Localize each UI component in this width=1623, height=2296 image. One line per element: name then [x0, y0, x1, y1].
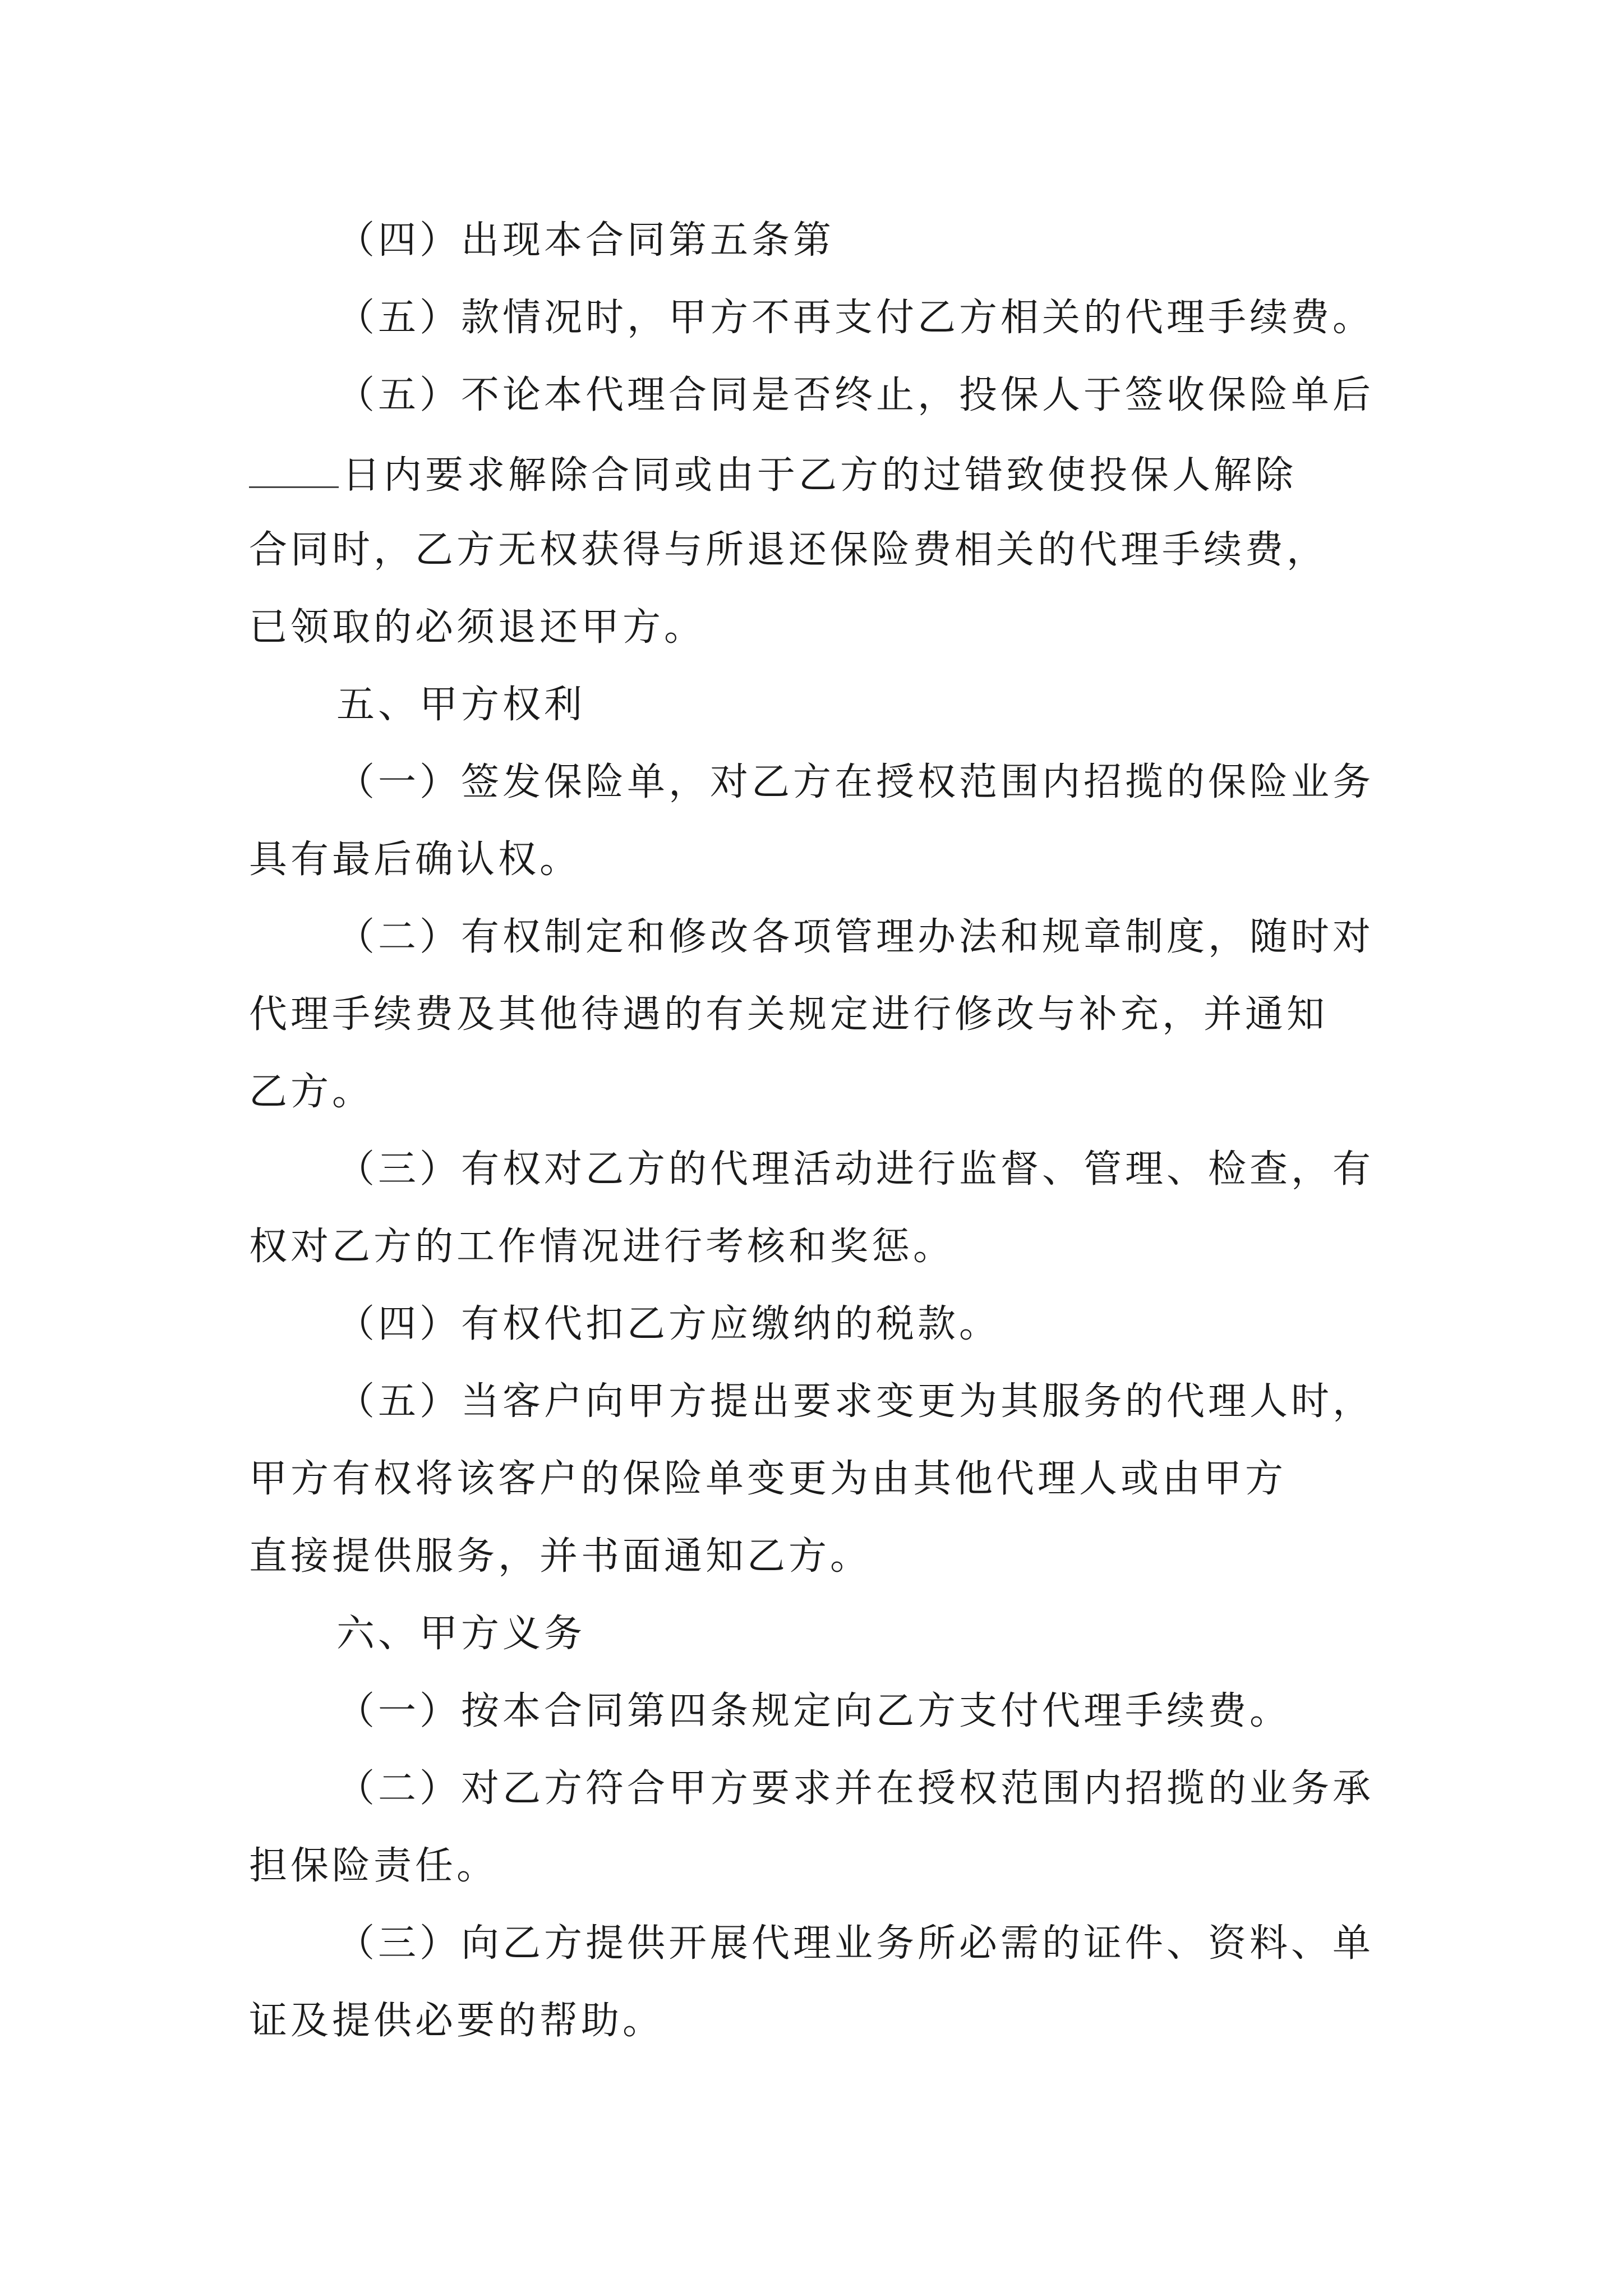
paragraph-line: 担保险责任。 [249, 1844, 499, 1888]
paragraph-line: （二）有权制定和修改各项管理办法和规章制度，随时对 [336, 915, 1375, 959]
paragraph-line: 已领取的必须退还甲方。 [249, 605, 706, 650]
paragraph-line: 合同时，乙方无权获得与所退还保险费相关的代理手续费， [249, 528, 1329, 572]
paragraph-line: 甲方有权将该客户的保险单变更为由其他代理人或由甲方 [249, 1457, 1287, 1501]
paragraph-line: （四）有权代扣乙方应缴纳的税款。 [336, 1302, 1001, 1346]
paragraph-line: （三）有权对乙方的代理活动进行监督、管理、检查，有 [336, 1147, 1375, 1191]
paragraph-text: 日内要求解除合同或由于乙方的过错致使投保人解除 [342, 453, 1297, 498]
paragraph-line: （三）向乙方提供开展代理业务所必需的证件、资料、单 [336, 1921, 1375, 1966]
paragraph-line: （一）签发保险单，对乙方在授权范围内招揽的保险业务 [336, 760, 1375, 804]
paragraph-line: 证及提供必要的帮助。 [249, 1999, 665, 2043]
paragraph-line: （四）出现本合同第五条第 [336, 218, 835, 263]
paragraph-line: （一）按本合同第四条规定向乙方支付代理手续费。 [336, 1689, 1292, 1733]
paragraph-line: （五）当客户向甲方提出要求变更为其服务的代理人时， [336, 1379, 1375, 1424]
section-heading: 五、甲方权利 [336, 683, 586, 727]
paragraph-line: 具有最后确认权。 [249, 838, 582, 882]
paragraph-line: 直接提供服务，并书面通知乙方。 [249, 1534, 872, 1579]
paragraph-line: 代理手续费及其他待遇的有关规定进行修改与补充，并通知 [249, 992, 1329, 1037]
fill-in-blank [249, 454, 339, 488]
paragraph-line: （五）不论本代理合同是否终止，投保人于签收保险单后 [336, 373, 1375, 417]
paragraph-line-with-blank [249, 453, 1297, 498]
paragraph-line: 权对乙方的工作情况进行考核和奖惩。 [249, 1225, 955, 1269]
paragraph-line: 乙方。 [249, 1070, 374, 1114]
paragraph-line: （二）对乙方符合甲方要求并在授权范围内招揽的业务承 [336, 1766, 1375, 1811]
section-heading: 六、甲方义务 [336, 1612, 586, 1656]
paragraph-line: （五）款情况时，甲方不再支付乙方相关的代理手续费。 [336, 296, 1375, 340]
